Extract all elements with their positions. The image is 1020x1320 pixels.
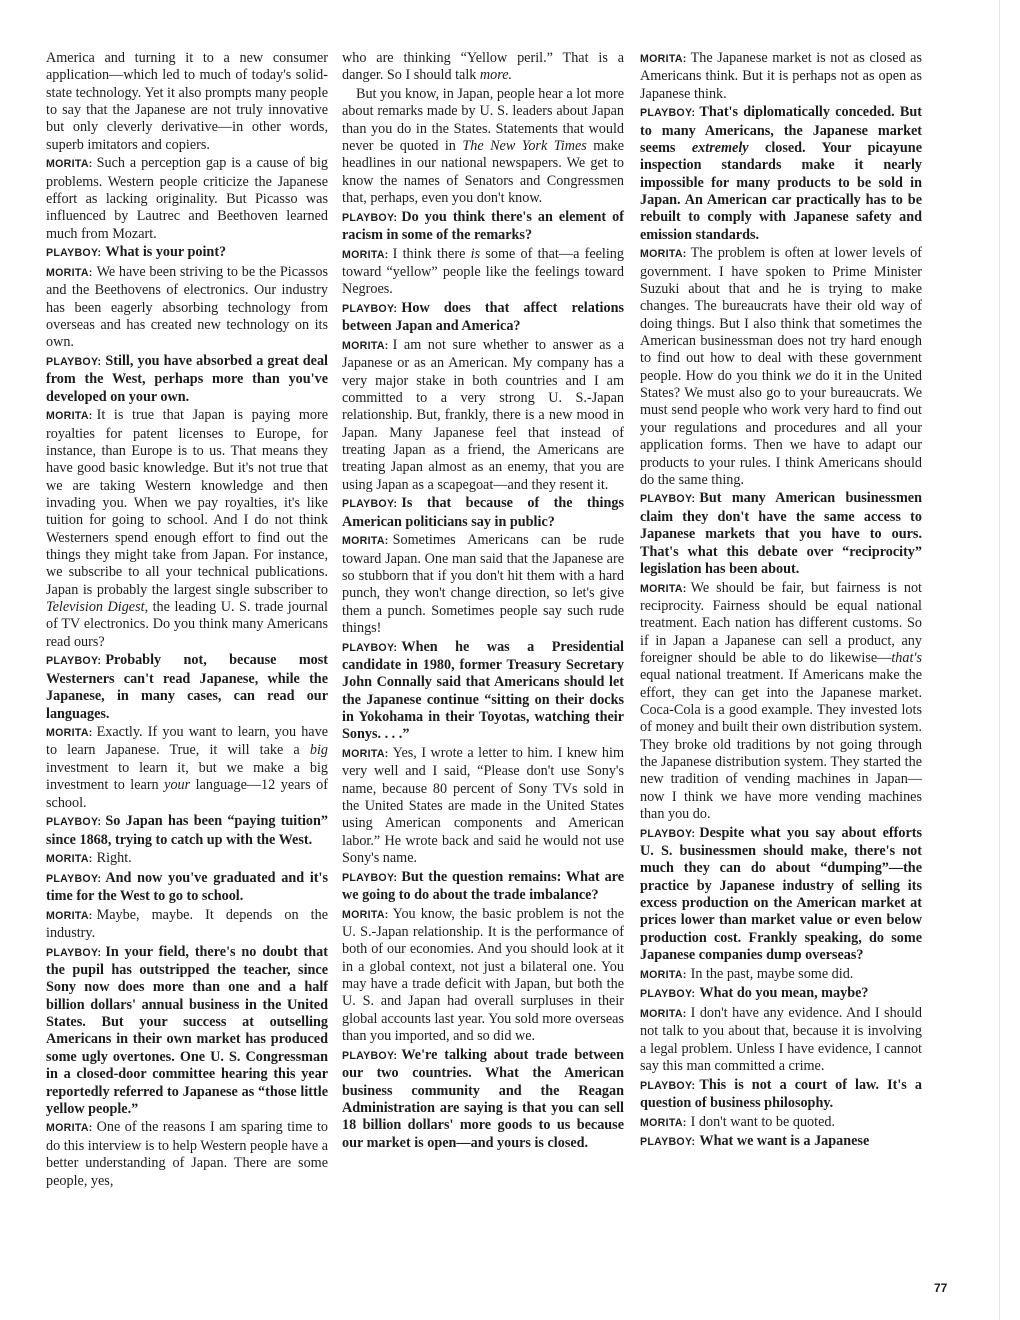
speaker-label: MORITA: [640, 1007, 687, 1020]
interview-paragraph [46, 353, 328, 406]
paragraph-text: equal national treatment. If Americans make the effort, they can get into the Japanese market. Coca-Cola is a good example. They invested lots of money and built their own distribution system. They broke old traditions by not going through the Japanese distribution system. They started the new tradition of vending machines in Japan—now I think we have more vending machines than you do. [640, 667, 922, 822]
interview-paragraph [46, 652, 328, 722]
speaker-label: PLAYBOY: [46, 816, 102, 829]
interview-paragraph [46, 244, 328, 262]
speaker-label: MORITA: [46, 1122, 93, 1135]
paragraph-text: In your field, there's no doubt that the pupil has outstripped the teacher, since Sony now does more than one and a half billion dollars' annual business in the United States. But your success at outselling Americans in their own market has produced some ugly overtones. One U. S. Congressman in a closed-door committee hearing this year reportedly referred to Japanese as “those little yellow people.” [46, 943, 328, 1117]
interview-paragraph [640, 825, 922, 965]
paragraph-text: What we want is a Japanese [699, 1133, 870, 1150]
paragraph-text: When he was a Presidential candidate in 1980, former Treasury Secretary John Connally said that Americans should let the Japanese continue “sitting on their docks in Yokohama in their Toyotas, watching their Sonys. . . .” [342, 638, 624, 743]
paragraph-text: That's diplomatically conceded. But to many Americans, the Japanese market seems [640, 104, 922, 157]
paragraph-text: This is not a court of law. It's a question of business philosophy. [640, 1076, 922, 1111]
paragraph-text: language—12 years of school. [46, 777, 328, 811]
paragraph-text: Exactly. If you want to learn, you have to learn Japanese. True, it will take a [46, 724, 328, 759]
speaker-label: PLAYBOY: [342, 498, 398, 511]
interview-paragraph [342, 50, 624, 85]
speaker-label: MORITA: [46, 853, 93, 866]
speaker-label: MORITA: [640, 968, 687, 981]
paragraph-text: The problem is often at lower levels of government. I have spoken to Prime Minister Suzuki about that and he is trying to make changes. The bureaucrats have their old way of doing things. But I also think that sometimes the American businessman does not try hard enough to find out how to deal with these government people. How do you think [640, 245, 922, 384]
interview-paragraph [46, 1119, 328, 1189]
speaker-label: PLAYBOY: [640, 988, 696, 1001]
speaker-label: MORITA: [46, 410, 93, 423]
paragraph-text: Still, you have absorbed a great deal from the West, perhaps more than you've developed on your own. [46, 353, 328, 405]
speaker-label: PLAYBOY: [342, 871, 398, 884]
speaker-label: MORITA: [46, 158, 93, 171]
speaker-label: PLAYBOY: [342, 1049, 398, 1062]
interview-paragraph [342, 246, 624, 299]
interview-paragraph [640, 985, 922, 1003]
speaker-label: MORITA: [342, 535, 389, 548]
paragraph-text: What do you mean, maybe? [699, 985, 869, 1002]
interview-paragraph [342, 209, 624, 245]
paragraph-text: America and turning it to a new consumer application—which led to much of today's solid-state technology. Yet it also prompts many people to say that the Japanese are not truly innovative but only cleverly derivative—in other words, superb imitators and copiers. [46, 50, 328, 153]
paragraph-text: Maybe, maybe. It depends on the industry. [46, 906, 328, 942]
interview-paragraph [46, 407, 328, 651]
interview-paragraph [640, 245, 922, 489]
paragraph-text: I think there [392, 245, 471, 262]
interview-paragraph [640, 104, 922, 244]
speaker-label: MORITA: [640, 53, 687, 65]
interview-paragraph [640, 50, 922, 103]
speaker-label: MORITA: [342, 748, 389, 761]
italic-text: your [164, 777, 191, 794]
speaker-label: MORITA: [46, 909, 93, 922]
speaker-label: PLAYBOY: [46, 356, 102, 369]
speaker-label: PLAYBOY: [342, 303, 398, 315]
paragraph-text: We're talking about trade between our two countries. What the American business community and the Reagan Administration are saying is that you can sell 18 billion dollars' more goods to us because our market is open—and yours is closed. [342, 1046, 624, 1151]
speaker-label: PLAYBOY: [640, 1136, 696, 1149]
interview-paragraph [342, 1047, 624, 1152]
interview-paragraph [46, 907, 328, 943]
paragraph-text: But you know, in Japan, people hear a lot more about remarks made by U. S. leaders about Japan than you do in the States. Statements that would never be quoted in [342, 85, 624, 155]
paragraph-text: Such a perception gap is a cause of big problems. Western people criticize the Japanese effort as lacking originality. But Picasso was influenced by Lautrec and Beethoven learned much from Mozart. [46, 155, 328, 242]
paragraph-text: You know, the basic problem is not the U. S.-Japan relationship. It is the performance of both of our economies. And you should look at it in a global context, not just a bilateral one. You may have a trade deficit with Japan, but both the U. S. and Japan had overall surpluses in their global accounts last year. You sold more overseas than you imported, and so did we. [342, 905, 624, 1045]
interview-paragraph [46, 813, 328, 849]
paragraph-text: Sometimes Americans can be rude toward Japan. One man said that the Japanese are so stubborn that if you don't hit them with a hard punch, they won't change direction, so let's give them a punch. Sometimes people say such rude things! [342, 532, 624, 637]
interview-paragraph [640, 1114, 922, 1132]
interview-paragraph [342, 745, 624, 867]
speaker-label: PLAYBOY: [640, 493, 696, 506]
paragraph-text: We should be fair, but fairness is not reciprocity. Fairness should be equal national treatment. Each nation has different customs. So if in Japan a Japanese can sell a product, any foreigner should be able to do likewise— [640, 579, 922, 666]
paragraph-text: How does that affect relations between Japan and America? [342, 300, 624, 335]
speaker-label: MORITA: [640, 248, 687, 261]
speaker-label: MORITA: [342, 908, 389, 921]
paragraph-text: Despite what you say about efforts U. S. businessmen should make, there's not much they can do about “dumping”—the practice by Japanese industry of selling its excess production on the American market at prices lower than market value or even below production cost. Frankly speaking, do some Japanese companies dump overseas? [640, 824, 922, 964]
italic-text: The New York Times [462, 138, 587, 155]
paragraph-text: Is that because of the things American politicians say in public? [342, 495, 624, 530]
interview-paragraph [342, 532, 624, 637]
italic-text: we [795, 367, 812, 384]
paragraph-text: I am not sure whether to answer as a Japanese or as an American. My company has a very major stake in both countries and I am committed to a very strong U. S.-Japan relationship. But, frankly, there is a new mood in Japan. Many Japanese feel that instead of treating Japan as a friend, the Americans are treating Japan almost as an enemy, that you are using Japan as a scapegoat—and they resent it. [342, 336, 624, 493]
text-column-3 [640, 50, 922, 1153]
paragraph-text: It is true that Japan is paying more royalties for patent licenses to Europe, for instance, than Europe is to us. That means they have good basic knowledge. But it's not true that we are taking Western knowledge and then invading you. When we pay royalties, it's like tuition for going to school. And I do not think Westerners spend enough effort to find out the things they might take from Japan. For instance, we subscribe to all your technical publications. Japan is probably the largest single subscriber to [46, 407, 328, 598]
italic-text: extremely [691, 140, 749, 157]
paragraph-text: And now you've graduated and it's time for the West to go to school. [46, 869, 328, 905]
interview-paragraph [46, 155, 328, 243]
paragraph-text: make headlines in our national newspapers. We get to know the names of Senators and Congressmen that, perhaps, even you don't know. [342, 138, 624, 207]
interview-paragraph [46, 724, 328, 812]
paragraph-text: Probably not, because most Westerners can't read Japanese, while the Japanese, in many cases, can read our languages. [46, 652, 328, 722]
text-column-1 [46, 50, 328, 1191]
speaker-label: PLAYBOY: [640, 107, 696, 120]
paragraph-text: In the past, maybe some did. [690, 965, 854, 982]
paragraph-text: We have been striving to be the Picassos and the Beethovens of electronics. Our industry has been eagerly absorbing technology from overseas and has created new technology on its own. [46, 264, 328, 351]
paragraph-text: some of that—a feeling toward “yellow” people like the feelings toward Negroes. [342, 245, 624, 298]
speaker-label: MORITA: [342, 339, 389, 352]
text-column-2 [342, 50, 624, 1153]
paragraph-text: One of the reasons I am sparing time to do this interview is to help Western people have a better understanding of Japan. There are some people, yes, [46, 1119, 328, 1189]
speaker-label: PLAYBOY: [342, 211, 398, 224]
page-edge [999, 0, 1000, 1320]
interview-paragraph [640, 490, 922, 578]
speaker-label: MORITA: [640, 582, 687, 595]
paragraph-text: who are thinking “Yellow peril.” That is a danger. So I should talk [342, 50, 624, 84]
interview-paragraph [640, 1133, 922, 1151]
interview-paragraph [46, 870, 328, 906]
paragraph-text: investment to learn it, but we make a big investment to learn [46, 759, 328, 794]
paragraph-text: closed. Your picayune inspection standards make it nearly impossible for many products to be sold in Japan. An American car practically has to be rebuilt to comply with Japanese safety and emission standards. [640, 140, 922, 243]
speaker-label: PLAYBOY: [46, 655, 102, 668]
interview-paragraph [46, 944, 328, 1118]
paragraph-text: do it in the United States? We must also go to your bureaucrats. We must send people who work very hard to find out your regulations and procedures and all your application forms. Then we have to adapt our products to your rules. I think Americans should do the same thing. [640, 367, 922, 488]
italic-text: is [470, 245, 481, 262]
paragraph-text: Right. [96, 850, 132, 867]
interview-paragraph [342, 337, 624, 494]
speaker-label: PLAYBOY: [46, 946, 102, 959]
interview-paragraph [640, 966, 922, 984]
paragraph-text: So Japan has been “paying tuition” since 1868, trying to catch up with the West. [46, 813, 328, 848]
paragraph-text: The Japanese market is not as closed as Americans think. But it is perhaps not as open as Japanese think. [640, 50, 922, 102]
interview-paragraph [342, 86, 624, 207]
interview-paragraph [46, 850, 328, 868]
italic-text: that's [891, 649, 922, 666]
interview-paragraph [342, 300, 624, 336]
paragraph-text: , the leading U. S. trade journal of TV electronics. Do you think many Americans read ours? [46, 599, 328, 650]
italic-text: Television Digest [46, 599, 145, 616]
paragraph-text: What is your point? [105, 244, 227, 261]
speaker-label: PLAYBOY: [46, 247, 102, 260]
paragraph-text: I don't want to be quoted. [690, 1113, 836, 1130]
speaker-label: PLAYBOY: [342, 641, 398, 654]
interview-paragraph [342, 495, 624, 531]
paragraph-text: Do you think there's an element of racism in some of the remarks? [342, 208, 624, 244]
italic-text: big [309, 742, 328, 759]
page-number: 77 [934, 1281, 948, 1295]
interview-paragraph [342, 906, 624, 1046]
speaker-label: MORITA: [640, 1116, 687, 1129]
speaker-label: PLAYBOY: [46, 872, 102, 885]
interview-paragraph [46, 50, 328, 154]
speaker-label: PLAYBOY: [640, 827, 696, 840]
italic-text: more. [479, 67, 513, 84]
paragraph-text: But the question remains: What are we going to do about the trade imbalance? [342, 868, 624, 904]
paragraph-text: Yes, I wrote a letter to him. I knew him very well and I said, “Please don't use Sony's name, because 80 percent of Sony TVs sold in the United States are made in the United States using American components and American labor.” He wrote back and said he would not use Sony's name. [342, 745, 624, 867]
paragraph-text: I don't have any evidence. And I should not talk to you about that, because it is involving a legal problem. Unless I have evidence, I cannot say this man committed a crime. [640, 1004, 922, 1074]
speaker-label: PLAYBOY: [640, 1079, 696, 1092]
interview-paragraph [640, 580, 922, 824]
interview-paragraph [342, 639, 624, 744]
interview-paragraph [640, 1077, 922, 1113]
interview-paragraph [640, 1005, 922, 1075]
paragraph-text: But many American businessmen claim they don't have the same access to Japanese markets that you have to ours. That's what this debate over “reciprocity” legislation has been about. [640, 490, 922, 577]
interview-paragraph [46, 264, 328, 352]
speaker-label: MORITA: [46, 727, 93, 740]
interview-paragraph [342, 869, 624, 905]
speaker-label: MORITA: [46, 267, 93, 280]
speaker-label: MORITA: [342, 248, 389, 261]
